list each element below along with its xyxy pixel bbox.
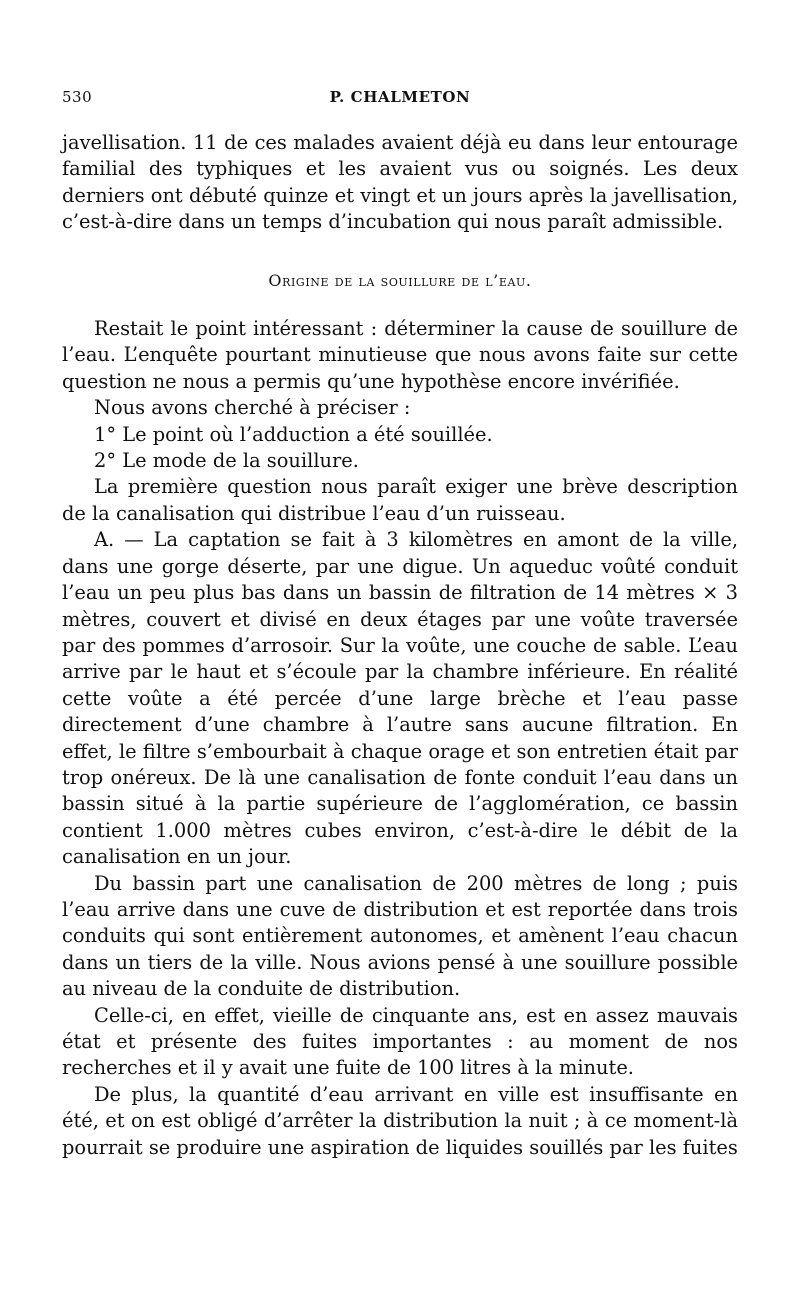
paragraph: Celle-ci, en effet, vieille de cinquante ans, est en assez mauvais état et présente des fuites importantes : au moment de nos recherches et il y avait une fuite de 100 litres à la minute. bbox=[62, 1003, 738, 1080]
section-heading: Origine de la souillure de l’eau. bbox=[268, 270, 532, 290]
paragraph-continuation: javellisation. 11 de ces malades avaient déjà eu dans leur entourage familial des typhiques et les avaient vus ou soignés. Les deux derniers ont débuté quinze et vingt et un jours après la javellisation, c’est-à-dire dans un temps d’incubation qui nous paraît admissible. bbox=[62, 131, 738, 234]
page-header bbox=[62, 88, 738, 114]
paragraph: De plus, la quantité d’eau arrivant en ville est insuffisante en été, et on est obligé d’arrêter la distribution la nuit ; à ce moment-là pourrait se produire une aspiration de liquides souillés par les fuites bbox=[62, 1082, 738, 1159]
paragraph: A. — La captation se fait à 3 kilomètres en amont de la ville, dans une gorge déserte, par une digue. Un aqueduc voûté conduit l’eau un peu plus bas dans un bassin de filtration de 14 mètres × 3 mètres, couvert et divisé en deux étages par une voûte traversée par des pommes d’arrosoir. Sur la voûte, une couche de sable. L’eau arrive par le haut et s’écoule par la chambre inférieure. En réalité cette voûte a été percée d’une large brèche et l’eau passe directement d’une chambre à l’autre sans aucune filtration. En effet, le filtre s’embourbait à chaque orage et son entretien était par trop onéreux. De là une canalisation de fonte conduit l’eau dans un bassin situé à la partie supérieure de l’agglomération, ce bassin contient 1.000 mètres cubes environ, c’est-à-dire le débit de la canalisation en un jour. bbox=[62, 528, 738, 869]
paragraph: Nous avons cherché à préciser : bbox=[94, 396, 411, 420]
running-head: P. CHALMETON bbox=[329, 88, 471, 106]
page-number: 530 bbox=[62, 88, 93, 106]
paragraph: La première question nous paraît exiger une brève description de la canalisation qui distribue l’eau d’un ruisseau. bbox=[62, 475, 738, 525]
list-item: 2° Le mode de la souillure. bbox=[94, 449, 359, 473]
paragraph: Du bassin part une canalisation de 200 mètres de long ; puis l’eau arrive dans une cuve de distribution et est reportée dans trois conduits qui sont entièrement autonomes, et amènent l’eau chacun dans un tiers de la ville. Nous avions pensé à une souillure possible au niveau de la conduite de distribution. bbox=[62, 871, 738, 1001]
paragraph: Restait le point intéressant : déterminer la cause de souillure de l’eau. L’enquête pourtant minutieuse que nous avons faite sur cette question ne nous a permis qu’une hypothèse encore invérifiée. bbox=[62, 317, 738, 393]
list-item: 1° Le point où l’adduction a été souillée. bbox=[94, 422, 493, 446]
page-body bbox=[62, 130, 738, 1161]
